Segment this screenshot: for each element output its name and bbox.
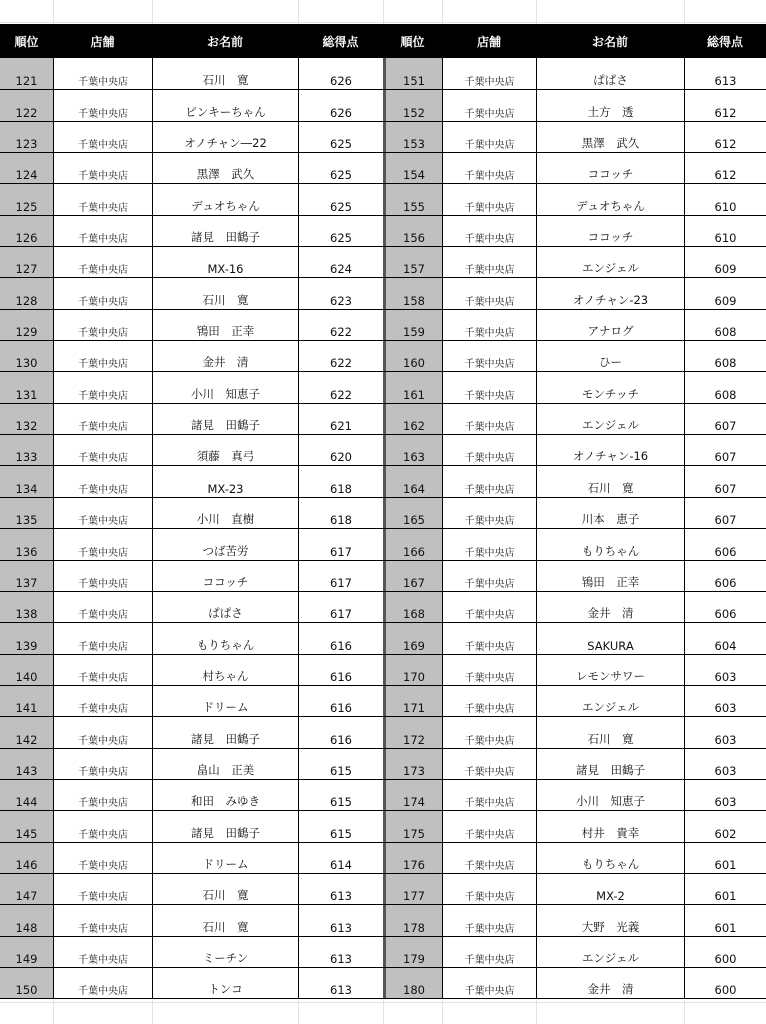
name-cell[interactable]: 諸見 田鶴子	[152, 216, 298, 246]
store-cell[interactable]: 千葉中央店	[442, 968, 536, 998]
rank-cell[interactable]: 140	[0, 655, 53, 685]
store-cell[interactable]: 千葉中央店	[442, 655, 536, 685]
name-cell[interactable]: デュオちゃん	[536, 184, 684, 214]
store-cell[interactable]: 千葉中央店	[442, 466, 536, 496]
score-cell[interactable]: 606	[684, 529, 766, 559]
store-cell[interactable]: 千葉中央店	[442, 372, 536, 402]
name-cell[interactable]: オノチャン-23	[536, 278, 684, 308]
rank-cell[interactable]: 177	[383, 874, 442, 904]
table-row	[0, 873, 766, 904]
table-row	[0, 152, 766, 183]
name-cell[interactable]: アナログ	[536, 310, 684, 340]
name-cell[interactable]: 諸見 田鶴子	[152, 404, 298, 434]
table-body	[0, 58, 766, 999]
store-cell[interactable]: 千葉中央店	[442, 561, 536, 591]
store-cell[interactable]: 千葉中央店	[53, 122, 152, 152]
table-row	[0, 434, 766, 465]
rank-cell[interactable]: 178	[383, 905, 442, 935]
score-cell[interactable]: 609	[684, 247, 766, 277]
rank-cell[interactable]: 172	[383, 717, 442, 747]
score-cell[interactable]: 615	[298, 811, 383, 841]
store-cell[interactable]: 千葉中央店	[442, 341, 536, 371]
name-cell[interactable]: レモンサワー	[536, 655, 684, 685]
score-cell[interactable]: 613	[298, 968, 383, 998]
rank-cell[interactable]: 176	[383, 843, 442, 873]
name-cell[interactable]: 金井 清	[152, 341, 298, 371]
score-cell[interactable]: 612	[684, 90, 766, 120]
name-cell[interactable]: 石川 寛	[152, 278, 298, 308]
rank-cell[interactable]: 136	[0, 529, 53, 559]
store-cell[interactable]: 千葉中央店	[442, 749, 536, 779]
name-cell[interactable]: 鴇田 正幸	[536, 561, 684, 591]
store-cell[interactable]: 千葉中央店	[53, 561, 152, 591]
rank-cell[interactable]: 128	[0, 278, 53, 308]
score-cell[interactable]: 601	[684, 843, 766, 873]
table-row	[0, 622, 766, 653]
score-cell[interactable]: 626	[298, 58, 383, 89]
table-row	[0, 779, 766, 810]
score-cell[interactable]: 621	[298, 404, 383, 434]
name-cell[interactable]: MX-23	[152, 466, 298, 496]
name-cell[interactable]: 鴇田 正幸	[152, 310, 298, 340]
store-cell[interactable]: 千葉中央店	[53, 247, 152, 277]
rank-cell[interactable]: 159	[383, 310, 442, 340]
store-cell[interactable]: 千葉中央店	[53, 216, 152, 246]
name-cell[interactable]: 畠山 正美	[152, 749, 298, 779]
store-cell[interactable]: 千葉中央店	[442, 529, 536, 559]
name-cell[interactable]: エンジェル	[536, 937, 684, 967]
score-cell[interactable]: 612	[684, 122, 766, 152]
store-cell[interactable]: 千葉中央店	[53, 843, 152, 873]
rank-cell[interactable]: 141	[0, 686, 53, 716]
rank-cell[interactable]: 154	[383, 153, 442, 183]
rank-cell[interactable]: 152	[383, 90, 442, 120]
rank-cell[interactable]: 143	[0, 749, 53, 779]
table-row	[0, 58, 766, 89]
name-cell[interactable]: オノチャン-16	[536, 435, 684, 465]
score-cell[interactable]: 615	[298, 780, 383, 810]
store-cell[interactable]: 千葉中央店	[442, 216, 536, 246]
name-cell[interactable]: 石川 寛	[152, 58, 298, 89]
rank-cell[interactable]: 146	[0, 843, 53, 873]
score-cell[interactable]: 613	[298, 905, 383, 935]
rank-cell[interactable]: 169	[383, 623, 442, 653]
score-cell[interactable]: 610	[684, 216, 766, 246]
name-cell[interactable]: ぱぱさ	[536, 58, 684, 89]
rank-cell[interactable]: 166	[383, 529, 442, 559]
name-cell[interactable]: ひー	[536, 341, 684, 371]
store-cell[interactable]: 千葉中央店	[442, 90, 536, 120]
store-cell[interactable]: 千葉中央店	[442, 874, 536, 904]
score-cell[interactable]: 625	[298, 184, 383, 214]
score-cell[interactable]: 607	[684, 435, 766, 465]
name-cell[interactable]: もりちゃん	[152, 623, 298, 653]
header-score[interactable]: 総得点	[322, 35, 359, 49]
score-cell[interactable]: 626	[298, 90, 383, 120]
score-cell[interactable]: 618	[298, 498, 383, 528]
name-cell[interactable]: ドリーム	[152, 843, 298, 873]
rank-cell[interactable]: 180	[383, 968, 442, 998]
store-cell[interactable]: 千葉中央店	[53, 466, 152, 496]
score-cell[interactable]: 603	[684, 717, 766, 747]
rank-cell[interactable]: 148	[0, 905, 53, 935]
name-cell[interactable]: 石川 寛	[536, 717, 684, 747]
name-cell[interactable]: 小川 知恵子	[536, 780, 684, 810]
table-row	[0, 810, 766, 841]
table-row	[0, 528, 766, 559]
rank-cell[interactable]: 134	[0, 466, 53, 496]
table-row	[0, 277, 766, 308]
name-cell[interactable]: 小川 知恵子	[152, 372, 298, 402]
name-cell[interactable]: もりちゃん	[536, 843, 684, 873]
store-cell[interactable]: 千葉中央店	[53, 529, 152, 559]
table-row	[0, 215, 766, 246]
name-cell[interactable]: ココッチ	[536, 216, 684, 246]
store-cell[interactable]: 千葉中央店	[53, 498, 152, 528]
name-cell[interactable]: 土方 透	[536, 90, 684, 120]
table-row	[0, 591, 766, 622]
table-row	[0, 936, 766, 967]
name-cell[interactable]: 石川 寛	[536, 466, 684, 496]
score-cell[interactable]: 613	[298, 874, 383, 904]
name-cell[interactable]: 石川 寛	[152, 874, 298, 904]
store-cell[interactable]: 千葉中央店	[53, 184, 152, 214]
rank-cell[interactable]: 130	[0, 341, 53, 371]
rank-cell[interactable]: 179	[383, 937, 442, 967]
score-cell[interactable]: 614	[298, 843, 383, 873]
store-cell[interactable]: 千葉中央店	[53, 592, 152, 622]
name-cell[interactable]: ぱぱさ	[152, 592, 298, 622]
rank-cell[interactable]: 153	[383, 122, 442, 152]
name-cell[interactable]: 金井 清	[536, 592, 684, 622]
score-cell[interactable]: 616	[298, 623, 383, 653]
rank-cell[interactable]: 174	[383, 780, 442, 810]
rank-cell[interactable]: 170	[383, 655, 442, 685]
score-cell[interactable]: 625	[298, 216, 383, 246]
rank-cell[interactable]: 131	[0, 372, 53, 402]
name-cell[interactable]: ドリーム	[152, 686, 298, 716]
name-cell[interactable]: 黒澤 武久	[536, 122, 684, 152]
name-cell[interactable]: 小川 直樹	[152, 498, 298, 528]
store-cell[interactable]: 千葉中央店	[53, 811, 152, 841]
header-rank-2[interactable]: 順位	[400, 35, 425, 49]
rank-cell[interactable]: 139	[0, 623, 53, 653]
score-cell[interactable]: 601	[684, 874, 766, 904]
store-cell[interactable]: 千葉中央店	[442, 404, 536, 434]
store-cell[interactable]: 千葉中央店	[53, 372, 152, 402]
table-row	[0, 497, 766, 528]
store-cell[interactable]: 千葉中央店	[53, 905, 152, 935]
rank-cell[interactable]: 165	[383, 498, 442, 528]
score-cell[interactable]: 616	[298, 655, 383, 685]
score-cell[interactable]: 603	[684, 749, 766, 779]
store-cell[interactable]: 千葉中央店	[442, 58, 536, 89]
name-cell[interactable]: つば苦労	[152, 529, 298, 559]
store-cell[interactable]: 千葉中央店	[442, 278, 536, 308]
score-cell[interactable]: 603	[684, 780, 766, 810]
header-score-2[interactable]: 総得点	[706, 35, 743, 49]
store-cell[interactable]: 千葉中央店	[53, 686, 152, 716]
name-cell[interactable]: 石川 寛	[152, 905, 298, 935]
score-cell[interactable]: 603	[684, 655, 766, 685]
name-cell[interactable]: 川本 恵子	[536, 498, 684, 528]
store-cell[interactable]: 千葉中央店	[442, 592, 536, 622]
rank-cell[interactable]: 144	[0, 780, 53, 810]
store-cell[interactable]: 千葉中央店	[53, 937, 152, 967]
header-name[interactable]: お名前	[206, 35, 243, 49]
name-cell[interactable]: 村井 貴幸	[536, 811, 684, 841]
score-cell[interactable]: 612	[684, 153, 766, 183]
rank-cell[interactable]: 137	[0, 561, 53, 591]
name-cell[interactable]: 諸見 田鶴子	[152, 717, 298, 747]
rank-cell[interactable]: 160	[383, 341, 442, 371]
score-cell[interactable]: 607	[684, 498, 766, 528]
table-row	[0, 716, 766, 747]
rank-cell[interactable]: 173	[383, 749, 442, 779]
store-cell[interactable]: 千葉中央店	[442, 937, 536, 967]
table-row	[0, 340, 766, 371]
store-cell[interactable]: 千葉中央店	[442, 435, 536, 465]
score-cell[interactable]: 608	[684, 341, 766, 371]
store-cell[interactable]: 千葉中央店	[53, 749, 152, 779]
header-store[interactable]: 店舗	[90, 35, 115, 49]
table-row	[0, 403, 766, 434]
store-cell[interactable]: 千葉中央店	[53, 717, 152, 747]
score-cell[interactable]: 600	[684, 937, 766, 967]
name-cell[interactable]: SAKURA	[536, 623, 684, 653]
rank-cell[interactable]: 161	[383, 372, 442, 402]
store-cell[interactable]: 千葉中央店	[53, 153, 152, 183]
name-cell[interactable]: MX-16	[152, 247, 298, 277]
table-row	[0, 748, 766, 779]
rank-cell[interactable]: 145	[0, 811, 53, 841]
name-cell[interactable]: 諸見 田鶴子	[152, 811, 298, 841]
score-cell[interactable]: 616	[298, 686, 383, 716]
rank-cell[interactable]: 124	[0, 153, 53, 183]
score-cell[interactable]: 606	[684, 592, 766, 622]
rank-cell[interactable]: 164	[383, 466, 442, 496]
table-row	[0, 121, 766, 152]
rank-cell[interactable]: 138	[0, 592, 53, 622]
rank-cell[interactable]: 167	[383, 561, 442, 591]
rank-cell[interactable]: 127	[0, 247, 53, 277]
score-cell[interactable]: 617	[298, 592, 383, 622]
score-cell[interactable]: 624	[298, 247, 383, 277]
name-cell[interactable]: もりちゃん	[536, 529, 684, 559]
rank-cell[interactable]: 150	[0, 968, 53, 998]
rank-cell[interactable]: 147	[0, 874, 53, 904]
rank-cell[interactable]: 158	[383, 278, 442, 308]
rank-cell[interactable]: 171	[383, 686, 442, 716]
name-cell[interactable]: デュオちゃん	[152, 184, 298, 214]
store-cell[interactable]: 千葉中央店	[442, 686, 536, 716]
table-row	[0, 842, 766, 873]
name-cell[interactable]: エンジェル	[536, 686, 684, 716]
rank-cell[interactable]: 168	[383, 592, 442, 622]
ranking-table	[0, 24, 766, 999]
rank-cell[interactable]: 121	[0, 58, 53, 89]
score-cell[interactable]: 623	[298, 278, 383, 308]
header-name-2[interactable]: お名前	[591, 35, 628, 49]
name-cell[interactable]: 和田 みゆき	[152, 780, 298, 810]
table-row	[0, 654, 766, 685]
store-cell[interactable]: 千葉中央店	[442, 623, 536, 653]
score-cell[interactable]: 625	[298, 153, 383, 183]
name-cell[interactable]: 須藤 真弓	[152, 435, 298, 465]
table-row	[0, 246, 766, 277]
score-cell[interactable]: 617	[298, 561, 383, 591]
store-cell[interactable]: 千葉中央店	[442, 153, 536, 183]
table-row	[0, 89, 766, 120]
store-cell[interactable]: 千葉中央店	[442, 122, 536, 152]
rank-cell[interactable]: 162	[383, 404, 442, 434]
store-cell[interactable]: 千葉中央店	[53, 278, 152, 308]
rank-cell[interactable]: 126	[0, 216, 53, 246]
name-cell[interactable]: 大野 光義	[536, 905, 684, 935]
score-cell[interactable]: 602	[684, 811, 766, 841]
score-cell[interactable]: 617	[298, 529, 383, 559]
store-cell[interactable]: 千葉中央店	[53, 623, 152, 653]
score-cell[interactable]: 613	[298, 937, 383, 967]
store-cell[interactable]: 千葉中央店	[442, 811, 536, 841]
score-cell[interactable]: 622	[298, 341, 383, 371]
name-cell[interactable]: エンジェル	[536, 247, 684, 277]
rank-cell[interactable]: 157	[383, 247, 442, 277]
score-cell[interactable]: 607	[684, 466, 766, 496]
rank-cell[interactable]: 125	[0, 184, 53, 214]
name-cell[interactable]: ココッチ	[536, 153, 684, 183]
table-row	[0, 685, 766, 716]
rank-cell[interactable]: 156	[383, 216, 442, 246]
store-cell[interactable]: 千葉中央店	[442, 843, 536, 873]
rank-cell[interactable]: 133	[0, 435, 53, 465]
score-cell[interactable]: 601	[684, 905, 766, 935]
header-store-2[interactable]: 店舗	[476, 35, 501, 49]
score-cell[interactable]: 615	[298, 749, 383, 779]
name-cell[interactable]: オノチャン―22	[152, 122, 298, 152]
score-cell[interactable]: 604	[684, 623, 766, 653]
store-cell[interactable]: 千葉中央店	[53, 655, 152, 685]
store-cell[interactable]: 千葉中央店	[442, 717, 536, 747]
name-cell[interactable]: 諸見 田鶴子	[536, 749, 684, 779]
score-cell[interactable]: 620	[298, 435, 383, 465]
store-cell[interactable]: 千葉中央店	[53, 435, 152, 465]
store-cell[interactable]: 千葉中央店	[53, 404, 152, 434]
score-cell[interactable]: 616	[298, 717, 383, 747]
table-row	[0, 371, 766, 402]
rank-cell[interactable]: 151	[383, 58, 442, 89]
rank-cell[interactable]: 149	[0, 937, 53, 967]
score-cell[interactable]: 618	[298, 466, 383, 496]
score-cell[interactable]: 606	[684, 561, 766, 591]
header-rank[interactable]: 順位	[14, 35, 39, 49]
table-row	[0, 465, 766, 496]
score-cell[interactable]: 608	[684, 310, 766, 340]
score-cell[interactable]: 613	[684, 58, 766, 89]
table-row	[0, 560, 766, 591]
store-cell[interactable]: 千葉中央店	[53, 874, 152, 904]
store-cell[interactable]: 千葉中央店	[53, 341, 152, 371]
score-cell[interactable]: 609	[684, 278, 766, 308]
table-row	[0, 904, 766, 935]
store-cell[interactable]: 千葉中央店	[53, 968, 152, 998]
name-cell[interactable]: 金井 清	[536, 968, 684, 998]
store-cell[interactable]: 千葉中央店	[442, 310, 536, 340]
score-cell[interactable]: 625	[298, 122, 383, 152]
store-cell[interactable]: 千葉中央店	[442, 905, 536, 935]
rank-cell[interactable]: 155	[383, 184, 442, 214]
score-cell[interactable]: 603	[684, 686, 766, 716]
score-cell[interactable]: 600	[684, 968, 766, 998]
store-cell[interactable]: 千葉中央店	[53, 310, 152, 340]
name-cell[interactable]: ピンキーちゃん	[152, 90, 298, 120]
score-cell[interactable]: 608	[684, 372, 766, 402]
rank-cell[interactable]: 135	[0, 498, 53, 528]
name-cell[interactable]: ミーチン	[152, 937, 298, 967]
store-cell[interactable]: 千葉中央店	[442, 247, 536, 277]
name-cell[interactable]: MX-2	[536, 874, 684, 904]
store-cell[interactable]: 千葉中央店	[442, 780, 536, 810]
score-cell[interactable]: 610	[684, 184, 766, 214]
name-cell[interactable]: トンコ	[152, 968, 298, 998]
name-cell[interactable]: ココッチ	[152, 561, 298, 591]
store-cell[interactable]: 千葉中央店	[53, 90, 152, 120]
table-header	[0, 24, 766, 58]
rank-cell[interactable]: 142	[0, 717, 53, 747]
table-row	[0, 309, 766, 340]
score-cell[interactable]: 622	[298, 310, 383, 340]
store-cell[interactable]: 千葉中央店	[53, 780, 152, 810]
name-cell[interactable]: 黒澤 武久	[152, 153, 298, 183]
rank-cell[interactable]: 163	[383, 435, 442, 465]
rank-cell[interactable]: 129	[0, 310, 53, 340]
rank-cell[interactable]: 132	[0, 404, 53, 434]
name-cell[interactable]: モンチッチ	[536, 372, 684, 402]
score-cell[interactable]: 622	[298, 372, 383, 402]
rank-cell[interactable]: 175	[383, 811, 442, 841]
name-cell[interactable]: 村ちゃん	[152, 655, 298, 685]
table-row	[0, 183, 766, 214]
rank-cell[interactable]: 123	[0, 122, 53, 152]
store-cell[interactable]: 千葉中央店	[442, 498, 536, 528]
rank-cell[interactable]: 122	[0, 90, 53, 120]
name-cell[interactable]: エンジェル	[536, 404, 684, 434]
score-cell[interactable]: 607	[684, 404, 766, 434]
store-cell[interactable]: 千葉中央店	[442, 184, 536, 214]
store-cell[interactable]: 千葉中央店	[53, 58, 152, 89]
table-row	[0, 967, 766, 998]
